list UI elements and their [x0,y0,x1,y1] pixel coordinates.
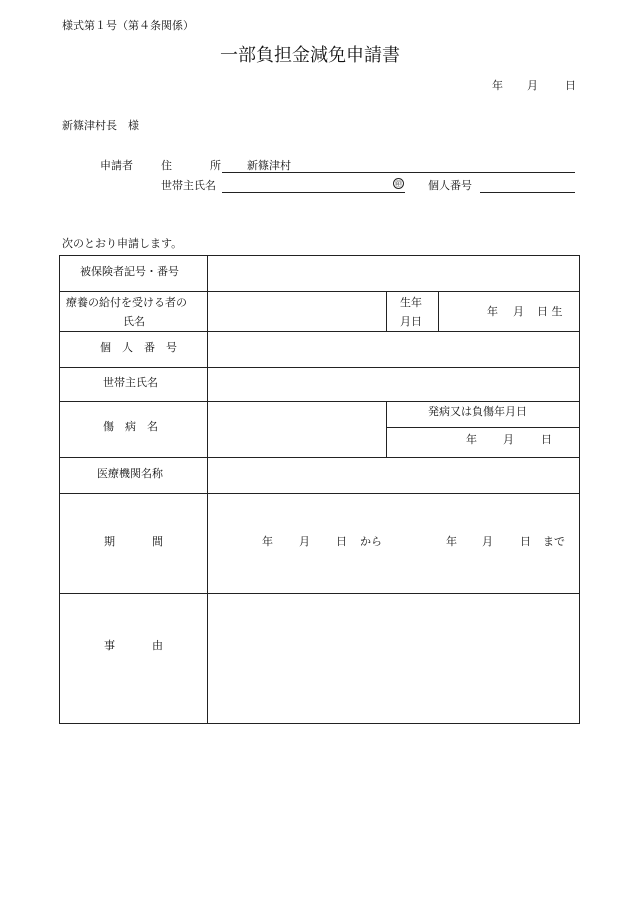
onset-day-label: 日 [541,433,552,446]
birth-day-label: 日 生 [537,305,563,318]
period-label-part2: 間 [152,535,163,548]
birth-column-divider [386,291,387,331]
individual-number-underline [480,192,575,193]
birth-label-line1: 生年 [400,296,422,309]
row-divider [59,401,580,402]
period-to-year: 年 [446,535,457,548]
row-divider [59,593,580,594]
row-divider [59,493,580,494]
seal-mark: ㊞ [395,180,402,188]
address-underline [222,172,575,173]
row-divider [59,331,580,332]
reason-label-part1: 事 [104,639,115,652]
disease-label: 傷 病 名 [103,420,158,433]
householder-row-label: 世帯主氏名 [103,376,158,389]
individual-number-row-label: 個 人 番 号 [100,341,177,354]
period-to-month: 月 [482,535,493,548]
onset-divider [387,427,580,428]
recipient-label-line1: 療養の給付を受ける者の [66,296,187,309]
householder-underline [222,192,405,193]
period-from-month: 月 [299,535,310,548]
period-to-text: まで [543,535,565,548]
address-label-part2: 所 [210,159,221,172]
period-from-year: 年 [262,535,273,548]
page-title: 一部負担金減免申請書 [220,45,400,66]
onset-label: 発病又は負傷年月日 [428,405,527,418]
date-year-label: 年 [492,79,503,92]
birth-month-label: 月 [513,305,524,318]
date-month-label: 月 [527,79,538,92]
address-label-part1: 住 [161,159,172,172]
reason-label-part2: 由 [152,639,163,652]
birth-value-divider [438,291,439,331]
form-number: 様式第１号（第４条関係） [62,19,194,32]
applicant-label: 申請者 [100,159,133,172]
individual-number-label: 個人番号 [428,179,472,192]
label-column-divider [207,255,208,724]
addressee: 新篠津村長 様 [62,119,139,132]
period-to-day: 日 [520,535,531,548]
date-day-label: 日 [565,79,576,92]
onset-year-label: 年 [466,433,477,446]
birth-year-label: 年 [487,305,498,318]
intro-text: 次のとおり申請します。 [62,237,183,250]
row-divider [59,367,580,368]
insured-number-label: 被保険者記号・番号 [80,265,179,278]
period-label-part1: 期 [104,535,115,548]
onset-month-label: 月 [503,433,514,446]
row-divider [59,291,580,292]
period-from-text: から [360,535,382,548]
address-value: 新篠津村 [247,159,291,172]
row-divider [59,457,580,458]
recipient-label-line2: 氏名 [123,315,145,328]
householder-label: 世帯主氏名 [161,179,216,192]
onset-column-divider [386,401,387,457]
birth-label-line2: 月日 [400,315,422,328]
period-from-day: 日 [336,535,347,548]
institution-label: 医療機関名称 [97,467,163,480]
